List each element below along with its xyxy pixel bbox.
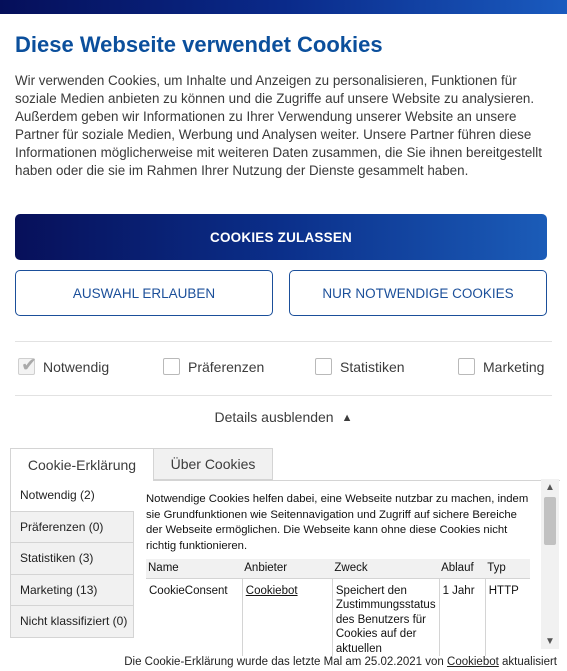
category-sidebar [10,480,134,638]
column-header-type: Typ [485,559,530,578]
sidebar-item-necessary[interactable]: Notwendig (2) [10,480,134,512]
cookie-purpose: Speichert den Zustimmungsstatus des Benutzers für Cookies auf der aktuellen [332,578,439,656]
cookie-table [146,559,530,656]
banner-intro-text: Wir verwenden Cookies, um Inhalte und Anzeigen zu personalisieren, Funktionen für soziale Medien anbieten zu können und die Zugriffe auf unsere Website zu analysieren. Außerdem geben wir Informationen zu Ihrer Verwendung unserer Website an unsere Partner für soziale Medien, Werbung und Analysen weiter. Unsere Partner führen diese Informationen möglicherweise mit weiteren Daten zusammen, die Sie ihnen bereitgestellt haben oder die sie im Rahmen Ihrer Nutzung der Dienste gesammelt haben. [15,73,542,178]
divider [15,395,552,396]
column-header-expiry: Ablauf [439,559,485,578]
checkbox-box[interactable] [163,358,180,375]
cookie-expiry: 1 Jahr [439,578,485,656]
tab-about-cookies[interactable]: Über Cookies [153,448,273,480]
checkbox-label: Notwendig [43,358,110,375]
checkbox-box[interactable] [315,358,332,375]
footer-note [0,656,557,668]
divider [15,341,552,342]
column-header-provider: Anbieter [242,559,332,578]
checkbox-label: Statistiken [340,358,405,375]
checkbox-statistics[interactable] [315,358,405,375]
table-row [146,578,530,656]
sidebar-item-unclassified[interactable]: Nicht klassifiziert (0) [10,606,134,638]
footer-suffix: aktualisiert [502,656,557,668]
tab-cookie-declaration[interactable]: Cookie-Erklärung [10,448,154,481]
table-header-row [146,559,530,578]
scroll-up-icon[interactable]: ▲ [545,481,555,493]
checkbox-box[interactable] [458,358,475,375]
panel-scrollbar[interactable] [541,479,559,649]
checkbox-preferences[interactable] [163,358,264,375]
allow-selection-button[interactable]: AUSWAHL ERLAUBEN [15,270,273,316]
details-toggle-label[interactable]: Details ausblenden [214,409,334,425]
scrollbar-thumb[interactable] [544,497,556,545]
column-header-name: Name [146,559,242,578]
scroll-down-icon[interactable]: ▼ [545,635,555,647]
chevron-up-icon: ▲ [341,412,353,424]
top-accent-bar [0,0,567,14]
footer-cookiebot-link[interactable]: Cookiebot [447,656,499,668]
necessary-only-button[interactable]: NUR NOTWENDIGE COOKIES [289,270,547,316]
cookie-name: CookieConsent [146,578,242,656]
sidebar-item-statistics[interactable]: Statistiken (3) [10,543,134,575]
column-header-purpose: Zweck [332,559,439,578]
banner-title: Diese Webseite verwendet Cookies [15,32,383,57]
checkbox-box[interactable] [18,355,37,376]
checkbox-label: Präferenzen [188,358,265,375]
allow-all-cookies-button[interactable]: COOKIES ZULASSEN [15,214,547,260]
checkmark-icon: ✔ [21,355,37,376]
checkbox-necessary[interactable] [18,355,110,376]
footer-prefix: Die Cookie-Erklärung wurde das letzte Mal am 25.02.2021 von [124,656,444,668]
checkbox-label: Marketing [483,358,545,375]
sidebar-item-marketing[interactable]: Marketing (13) [10,575,134,607]
provider-link[interactable]: Cookiebot [245,584,298,597]
sidebar-item-preferences[interactable]: Präferenzen (0) [10,512,134,544]
necessary-description: Notwendige Cookies helfen dabei, eine Webseite nutzbar zu machen, indem sie Grundfunktionen wie Seitennavigation und Zugriff auf sichere Bereiche der Webseite ermöglichen. Die Webseite kann ohne diese Cookies nicht richtig funktionieren. [146,493,529,552]
checkbox-marketing[interactable] [458,358,544,375]
cookie-type: HTTP [488,584,519,597]
details-toggle[interactable] [0,409,567,425]
